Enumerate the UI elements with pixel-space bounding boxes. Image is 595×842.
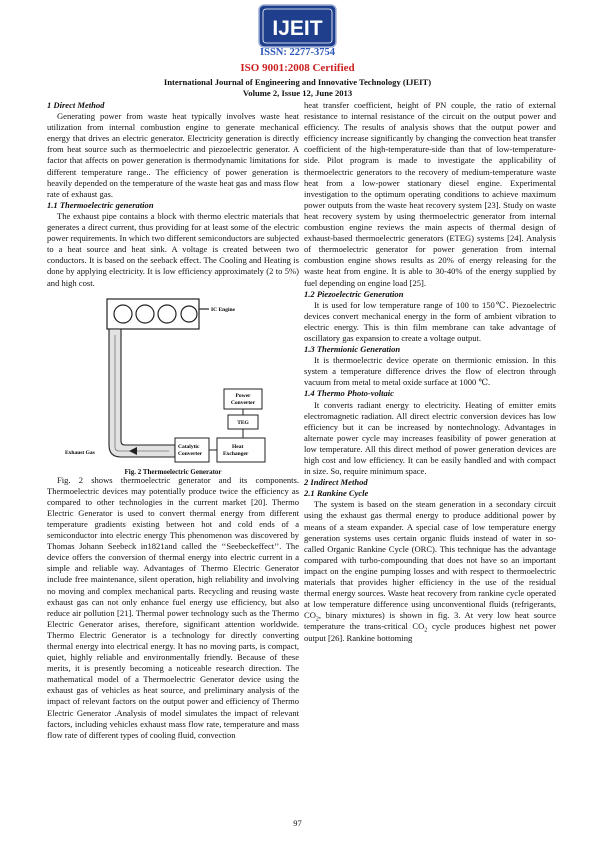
subscript-2: 2	[424, 628, 428, 635]
figure-thermoelectric-generator	[47, 297, 299, 475]
heading-indirect-method: 2 Indirect Method	[304, 477, 368, 488]
iso-certification: ISO 9001:2008 Certified	[240, 62, 355, 74]
ijeit-logo	[258, 4, 337, 48]
issn: ISSN: 2277-3754	[260, 47, 335, 58]
heading-thermo-photovoltaic: 1.4 Thermo Photo-voltaic	[304, 388, 394, 399]
paragraph-thermo-photovoltaic: It converts radiant energy to electricity. Heating of emitter emits electromagnetic radiation. All direct electric conversion devices has low efficiency but it can be increased by nontechnology. Advantages in alternate power cycle may increases feasibility of power generation at low temperature. All this direct method of power generation devices are high cost and low efficiency. It can be easily handled and with compact in size. So, require minimum space.	[304, 399, 556, 477]
label-power-converter: Power Converter	[230, 392, 256, 406]
volume-issue: Volume 2, Issue 12, June 2013	[242, 88, 353, 98]
journal-title: International Journal of Engineering and Innovative Technology (IJEIT)	[163, 77, 432, 87]
heading-piezoelectric: 1.2 Piezoelectric Generation	[304, 288, 404, 299]
logo-text: IJEIT	[272, 17, 323, 40]
paragraph-continued: heat transfer coefficient, height of PN couple, the ratio of external resistance to internal resistance of the circuit on the output power and efficiency. The results of analysis shows that the output power and efficiency increase significantly by changing the convection heat transfer coefficient of the high-temperature-side than that of low-temperature-side. Pilot program is made to investigate the applicability of thermoelectric generators to the recovery of medium-temperature waste heat from a low-power stationary diesel engine. Experimental investigation to the optimum operating conditions to achieve maximum power outputs from the waste heat recovery system [23]. Study on waste heat recovery system by using thermoelectric generator from internal combustion engine reviews the main aspects of thermal design of exhaust-based thermoelectric generators (ETEG) systems [24]. Analysis of thermoelectric generator for power generation from internal combustion engine shows results as 20% of energy releasing for the waste heat from engine. It is able to 30-40% of the energy supplied by fuel depending on engine load [25].	[304, 100, 556, 288]
paragraph-piezoelectric: It is used for low temperature range of 100 to 150℃. Piezoelectric devices convert mechanical energy in the form of ambient vibration to electric energy. This is thin film membrane can take advantage of oscillatory gas expansion to create a voltage output.	[304, 299, 556, 343]
rankine-text-b: , binary mixtures) is shown in fig. 3. At very low heat source temperature the trans-critical CO	[304, 610, 556, 632]
label-teg: TEG	[237, 419, 249, 426]
heading-thermionic: 1.3 Thermionic Generation	[304, 344, 401, 355]
teg-diagram	[47, 297, 299, 467]
left-column	[47, 100, 299, 741]
paragraph-thermoelectric: The exhaust pipe contains a block with thermo electric materials that generates a direct current, thus providing for at least some of the electric power requirements. In which two different semiconductors are subjected to a heat source and heat sink. A voltage is created between two conductors. It is based on the seeback effect. The Cooling and Heating is done by applying electricity. It is low efficiency approximately (2 to 5%) and high cost.	[47, 210, 299, 288]
exhaust-pipe	[109, 329, 175, 457]
paragraph-rankine-cycle	[304, 499, 556, 643]
rankine-text-c: cycle produces highest net power output [26]. Rankine bottoming	[304, 621, 556, 643]
paragraph-direct-method: Generating power from waste heat typically involves waste heat utilization from internal combustion engine to generate mechanical energy that drives an electric generator. Electricity generation is directly from heat source such as thermoelectric and piezoelectric generator. A factor that affects on power generation is thermodynamic limitations for different temperature range.. The efficiency of power generation is heavily depended on the temperature of the waste heat gas and mass flow rate of exhaust gas.	[47, 111, 299, 199]
paragraph-thermionic: It is thermoelectric device operate on thermionic emission. In this system a temperature difference drives the flow of electron through vacuum from metal to metal oxide surface at 1000 ℃.	[304, 355, 556, 388]
paragraph-figure-discussion: Fig. 2 shows thermoelectric generator and its components. Thermoelectric devices may potentially produce twice the efficiency as compared to other technologies in the current market [20]. Thermo Electric Generator is used to convert thermal energy from different temperature gradients existing between hot and cold ends of a semiconductor into electric energy This phenomenon was discovered by Thomas Johann Seebeck in1821and called the ‘‘Seebeckeffect’’. The device offers the conversion of thermal energy into electric current in a simple and reliable way. Advantages of Thermo Electric Generator include free maintenance, silent operation, high reliability and involving no moving and complex mechanical parts. Recycling and reusing waste exhaust gas can not only enhance fuel energy use efficiency, but also reduce air pollution [21]. Thermal power technology such as the Thermo Electric Generator arises, therefore, significant attention worldwide. Thermo Electric Generator is a technology for directly converting thermal energy into electrical energy. It has no moving parts, is compact, quiet, highly reliable and environmentally friendly. Because of these merits, it is presently becoming a noticeable research direction. The mathematical model of a Thermoelectric Generator device using the exhaust gas of vehicles as heat source, and preliminary analysis of the impact of relevant factors on the output power and efficiency of Thermo Electric Generator .Analysis of model simulates the impact of relevant factors, including vehicles exhaust mass flow rate, temperature and mass flow rate of different types of cooling fluid, convection	[47, 474, 299, 740]
label-exhaust-gas: Exhaust Gas	[65, 449, 95, 456]
subscript-2: 2	[315, 617, 319, 624]
cylinder-icon	[114, 305, 132, 323]
page-number: 97	[293, 818, 302, 828]
heading-rankine-cycle: 2.1 Rankine Cycle	[304, 488, 369, 499]
heading-direct-method: 1 Direct Method	[47, 100, 105, 110]
label-ic-engine: IC Engine	[211, 306, 235, 313]
cylinder-icon	[136, 305, 154, 323]
right-column	[304, 100, 556, 644]
label-heat-exchanger: Heat Exchanger	[223, 443, 249, 457]
rankine-text-a: The system is based on the steam generation in a secondary circuit using the exhaust gas thermal energy to produce additional power by means of a steam expander. A special case of low temperature energy generation systems uses certain organic fluids instead of water in so-called Organic Rankine Cycle (ORC). This technique has the advantage compared with turbo-compounding that does not have so an important impact on the engine pumping losses and with respect to thermoelectric materials that provides higher efficiency in the use of the residual thermal energy sources. Waste heat recovery from rankine cycle operated at low temperature difference using unconventional fluids (refrigerants, CO	[304, 499, 556, 621]
cylinder-icon	[181, 306, 197, 322]
heading-thermoelectric: 1.1 Thermoelectric generation	[47, 199, 154, 210]
label-catalytic-converter: Catalytic Converter	[178, 443, 203, 457]
cylinder-icon	[158, 305, 176, 323]
engine-block	[107, 299, 199, 329]
figure-caption: Fig. 2 Thermoelectric Generator	[124, 467, 222, 476]
